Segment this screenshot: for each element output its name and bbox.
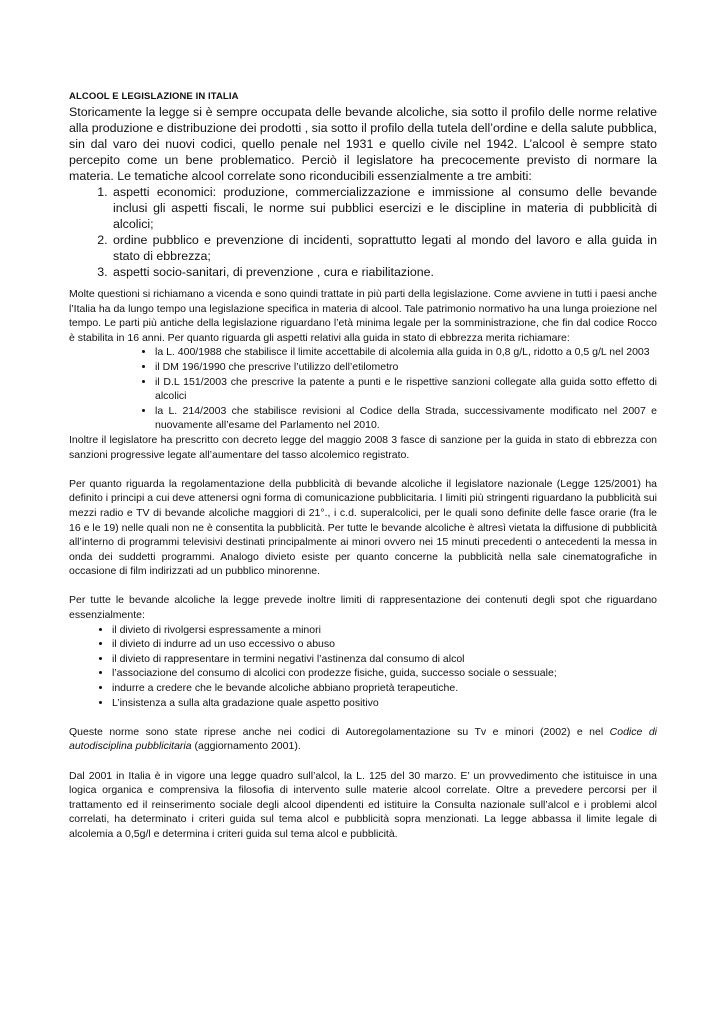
list-item: • la L. 214/2003 che stabilisce revisioni al Codice della Strada, successivamente modificato nel 2007 e nuovamente all’esame del Parlamento nel 2010. xyxy=(155,404,657,433)
ambiti-list xyxy=(69,184,657,280)
paragraph-legislazione: Molte questioni si richiamano a vicenda e sono quindi trattate in più parti della legislazione. Come avviene in tutti i paesi anche l’Italia ha da lungo tempo una legislazione specifica in materia di alcool. Tale patrimonio normativo ha una lunga proiezione nel tempo. Le parti più antiche della legislazione riguardano l’età minima legale per la somministrazione, che fin dal codice Rocco è stabilita in 16 anni. Per quanto riguarda gli aspetti relativi alla guida in stato di ebbrezza merita richiamare: xyxy=(69,288,657,344)
list-item: • indurre a credere che le bevande alcoliche abbiano proprietà terapeutiche. xyxy=(112,681,657,696)
list-item: • il divieto di indurre ad un uso eccessivo o abuso xyxy=(112,637,657,652)
list-item: • il divieto di rivolgersi espressamente a minori xyxy=(112,623,657,638)
list-item: • il D.L 151/2003 che prescrive la patente a punti e le rispettive sanzioni collegate alla guida sotto effetto di alcolici xyxy=(155,375,657,404)
paragraph-autoregolamentazione xyxy=(69,725,657,754)
list-item: • il DM 196/1990 che prescrive l’utilizzo dell’etilometro xyxy=(155,360,657,375)
list-item: 3. aspetti socio-sanitari, di prevenzione , cura e riabilitazione. xyxy=(111,264,657,280)
leggi-list xyxy=(69,345,657,433)
document-body xyxy=(69,91,657,842)
paragraph-legge-quadro: Dal 2001 in Italia è in vigore una legge quadro sull’alcol, la L. 125 del 30 marzo. E’ un provvedimento che istituisce in una logica organica e comprensiva la filosofia di intervento sulle materie alcool correlate. Oltre a prevedere percorsi per il trattamento ed il reinserimento sociale degli alcool dipendenti ed istituire la Consulta nazionale sull’alcol e i problemi alcol correlati, ha determinato i criteri guida sul tema alcol e pubblicità sopra menzionati. La legge abbassa il limite legale di alcolemia a 0,5g/l e determina i criteri guida sul tema alcol e pubblicità. xyxy=(69,769,657,840)
list-item: • L’insistenza a sulla alta gradazione quale aspetto positivo xyxy=(112,696,657,711)
list-item: • l’associazione del consumo di alcolici con prodezze fisiche, guida, successo sociale o sessuale; xyxy=(112,666,657,681)
list-item: 2. ordine pubblico e prevenzione di incidenti, soprattutto legati al mondo del lavoro e alla guida in stato di ebbrezza; xyxy=(111,232,657,264)
list-item: 1. aspetti economici: produzione, commercializzazione e immissione al consumo delle bevande inclusi gli aspetti fiscali, le norme sui pubblici esercizi e le discipline in materia di pubblicità di alcolici; xyxy=(111,184,657,232)
text-run: (aggiornamento 2001). xyxy=(191,740,301,753)
codice-autodisciplina-title: Codice di autodisciplina pubblicitaria xyxy=(69,725,657,753)
text-run: Queste norme sono state riprese anche nei codici di Autoregolamentazione su Tv e minori (2002) e nel xyxy=(69,725,610,738)
list-item: • la L. 400/1988 che stabilisce il limite accettabile di alcolemia alla guida in 0,8 g/L, ridotto a 0,5 g/L nel 2003 xyxy=(155,345,657,360)
divieti-list xyxy=(69,623,657,711)
section-heading: ALCOOL E LEGISLAZIONE IN ITALIA xyxy=(69,91,239,102)
intro-paragraph: Storicamente la legge si è sempre occupata delle bevande alcoliche, sia sotto il profilo delle norme relative alla produzione e distribuzione dei prodotti , sia sotto il profilo della tutela dell’ordine e della salute pubblica, sin dal varo dei nuovi codici, quello penale nel 1931 e quello civile nel 1942. L’alcool è sempre stato percepito come un bene problematico. Perciò il legislatore ha precocemente previsto di normare la materia. Le tematiche alcool correlate sono riconducibili essenzialmente a tre ambiti: xyxy=(69,105,657,183)
paragraph-pubblicita: Per quanto riguarda la regolamentazione della pubblicità di bevande alcoliche il legislatore nazionale (Legge 125/2001) ha definito i principi a cui deve attenersi ogni forma di comunicazione pubblicitaria. I limiti più stringenti riguardano la pubblicità sui mezzi radio e TV di bevande alcoliche maggiori di 21°., i c.d. superalcolici, per le quali sono definite delle fasce orarie (fra le 16 e le 19) nelle quali non ne è consentita la pubblicità. Per tutte le bevande alcoliche è altresì vietata la diffusione di pubblicità all’interno di programmi televisivi destinati principalmente ai minori ovvero nei 15 minuti precedenti o antecedenti la messa in onda dei suddetti programmi. Analogo divieto esiste per quanto concerne la pubblicità nella sale cinematografiche in occasione di film indirizzati ad un pubblico minorenne. xyxy=(69,477,657,578)
paragraph-limiti-spot: Per tutte le bevande alcoliche la legge prevede inoltre limiti di rappresentazione dei contenuti degli spot che riguardano essenzialmente: xyxy=(69,594,657,622)
list-item: • il divieto di rappresentare in termini negativi l’astinenza dal consumo di alcol xyxy=(112,652,657,667)
paragraph-sanzioni: Inoltre il legislatore ha prescritto con decreto legge del maggio 2008 3 fasce di sanzione per la guida in stato di ebbrezza con sanzioni progressive legate all’aumentare del tasso alcolemico registrato. xyxy=(69,433,657,461)
